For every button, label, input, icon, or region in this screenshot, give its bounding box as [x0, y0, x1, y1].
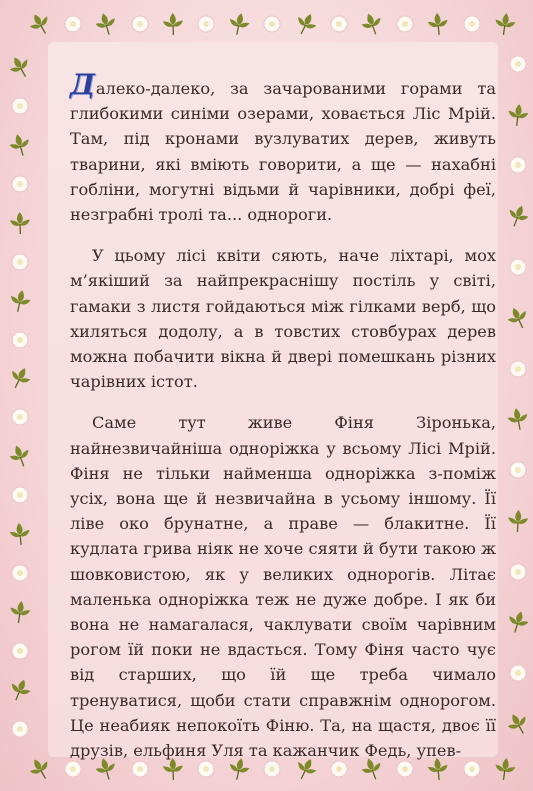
leaf-icon	[7, 54, 33, 80]
blossom-icon	[10, 485, 30, 505]
blossom-icon	[508, 663, 528, 683]
leaf-icon	[27, 11, 53, 37]
blossom-icon	[508, 460, 528, 480]
drop-cap: Д	[70, 68, 95, 101]
leaf-icon	[7, 288, 33, 314]
blossom-icon	[10, 174, 30, 194]
blossom-icon	[508, 359, 528, 379]
leaf-icon	[505, 102, 531, 128]
leaf-icon	[93, 11, 119, 37]
blossom-icon	[10, 563, 30, 583]
blossom-icon	[130, 14, 150, 34]
blossom-icon	[63, 14, 83, 34]
blossom-icon	[508, 155, 528, 175]
leaf-icon	[7, 443, 33, 469]
leaf-icon	[160, 11, 186, 37]
leaf-icon	[505, 609, 531, 635]
blossom-icon	[10, 96, 30, 116]
leaf-icon	[505, 508, 531, 534]
leaf-icon	[7, 521, 33, 547]
leaf-icon	[7, 210, 33, 236]
leaf-icon	[505, 406, 531, 432]
leaf-icon	[505, 711, 531, 737]
paragraph-1	[70, 68, 496, 227]
leaf-icon	[492, 11, 518, 37]
leaf-icon	[7, 599, 33, 625]
paragraph-2: У цьому лісі квіти сяють, наче ліхтарі, мох м’якіший за найпрекраснішу постіль у світі, гамаки з листя гойдаються між гілками верб, що хиляться додолу, а в товстих стовбурах дерев можна побачити вікна й двері помешкань різних чарівних істот.	[70, 246, 496, 392]
leaf-icon	[7, 677, 33, 703]
leaf-icon	[505, 203, 531, 229]
leaf-icon	[7, 365, 33, 391]
blossom-icon	[508, 257, 528, 277]
blossom-icon	[196, 14, 216, 34]
floral-border-top	[22, 6, 523, 42]
leaf-icon	[7, 132, 33, 158]
leaf-icon	[425, 11, 451, 37]
story-text	[70, 68, 496, 763]
leaf-icon	[226, 11, 252, 37]
blossom-icon	[508, 562, 528, 582]
blossom-icon	[262, 14, 282, 34]
blossom-icon	[10, 719, 30, 739]
floral-border-right	[503, 40, 533, 751]
blossom-icon	[395, 14, 415, 34]
leaf-icon	[27, 756, 53, 782]
blossom-icon	[10, 407, 30, 427]
paragraph-3: Саме тут живе Фіня Зіронька, найнезвичайніша одноріжка у всьому Лісі Мрій. Фіня не тільки найменша одноріжка з-поміж усіх, вона ще й незвичайна в усьому іншому. Її ліве око брунатне, а праве — блакитне. Її кудлата грива ніяк не хоче сяяти й бути такою ж шовковистою, як у великих однорогів. Літає маленька одноріжка теж не дуже добре. І як би вона не намагалася, чаклувати своїм чарівним рогом їй поки не вдасться. Тому Фіня часто чує від старших, що їй ще треба чимало тренуватися, щоби стати справжнім однорогом. Це неабияк непокоїть Фіню. Та, на щастя, двоє її друзів, ельфиня Уля та кажанчик Федь, упев-	[70, 413, 496, 761]
leaf-icon	[293, 11, 319, 37]
paragraph-1-text: алеко-далеко, за зачарованими горами та глибокими синіми озерами, ховається Ліс Мрій. Там, під кронами вузлуватих дерев, живуть тварини, які вміють говорити, а ще — нахабні гобліни, могутні відьми й чарівники, добрі феї, незграбні тролі та... однороги.	[70, 79, 496, 225]
blossom-icon	[10, 330, 30, 350]
blossom-icon	[10, 252, 30, 272]
leaf-icon	[359, 11, 385, 37]
blossom-icon	[10, 641, 30, 661]
floral-border-left	[0, 46, 40, 747]
blossom-icon	[329, 14, 349, 34]
blossom-icon	[462, 14, 482, 34]
leaf-icon	[505, 305, 531, 331]
blossom-icon	[508, 54, 528, 74]
